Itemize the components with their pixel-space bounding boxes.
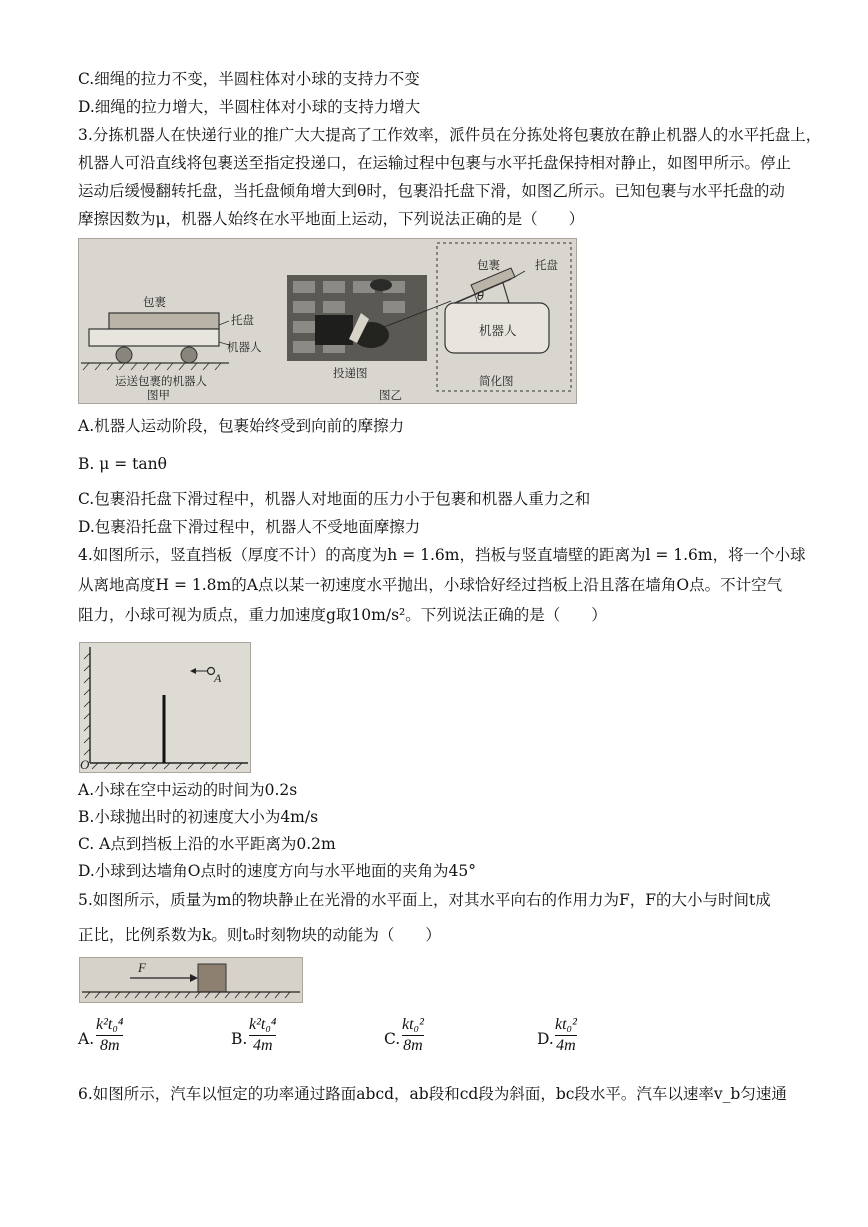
figure-q3: [78, 238, 577, 404]
q5-stem-line1: 5.如图所示，质量为m的物块静止在光滑的水平面上，对其水平向右的作用力为F，F的大小与时间t成: [78, 891, 771, 909]
q5-option-c-num: kt₀²: [402, 1016, 424, 1033]
q5-stem-line2: 正比，比例系数为k。则t₀时刻物块的动能为（ ）: [78, 926, 441, 944]
q3-option-a: A.机器人运动阶段，包裹始终受到向前的摩擦力: [78, 417, 405, 435]
jia-robot-label: 机器人: [227, 340, 262, 354]
q5-option-d-fraction: [555, 1016, 577, 1055]
q5-option-a-fraction: [96, 1016, 123, 1055]
q3-option-b: B. μ = tanθ: [78, 455, 167, 473]
q5-option-b-letter: B.: [231, 1030, 248, 1048]
jia-ground-hatch: [83, 363, 221, 370]
q4-ground-hatch: [92, 763, 242, 769]
q5-option-c-letter: C.: [384, 1030, 401, 1048]
option-d-q2: D.细绳的拉力增大，半圆柱体对小球的支持力增大: [78, 98, 421, 116]
figure-q4-drawing: [80, 643, 250, 772]
q5-option-d-num: kt₀²: [555, 1016, 577, 1033]
q6-stem-line1: 6.如图所示，汽车以恒定的功率通过路面abcd，ab段和cd段为斜面，bc段水平。汽车以速率v_b匀速通: [78, 1085, 787, 1103]
jia-wheel-right: [181, 347, 197, 363]
figure-q5: [79, 957, 303, 1003]
jia-package-label: 包裹: [143, 295, 166, 309]
jia-wheel-left: [116, 347, 132, 363]
option-c-q2: C.细绳的拉力不变，半圆柱体对小球的支持力不变: [78, 70, 420, 88]
q5-option-b-den: 4m: [252, 1037, 273, 1054]
simp-robot-label: 机器人: [479, 323, 517, 338]
yi-photo-drop-slot: [315, 315, 353, 345]
q3-option-d: D.包裹沿托盘下滑过程中，机器人不受地面摩擦力: [78, 518, 421, 536]
q5-option-a-bar: [96, 1035, 123, 1036]
q4-point-a-label: A: [214, 671, 222, 685]
jia-robot-body: [89, 329, 219, 346]
q4-option-c: C. A点到挡板上沿的水平距离为0.2m: [78, 835, 336, 853]
figure-q5-drawing: [80, 958, 302, 1002]
simp-package-label: 包裹: [477, 258, 500, 272]
q5-option-b-num: k²t₀⁴: [249, 1016, 277, 1033]
q5-option-d-bar: [555, 1035, 577, 1036]
jia-caption-desc: 运送包裹的机器人: [115, 374, 207, 388]
simp-support: [503, 283, 509, 303]
yi-photo-caption: 投递图: [333, 366, 368, 380]
q3-option-c: C.包裹沿托盘下滑过程中，机器人对地面的压力小于包裹和机器人重力之和: [78, 490, 591, 508]
q5-option-c-den: 8m: [403, 1037, 423, 1054]
q3-stem-line3: 运动后缓慢翻转托盘，当托盘倾角增大到θ时，包裹沿托盘下滑，如图乙所示。已知包裹与水平托盘的动: [78, 182, 785, 200]
q4-option-d: D.小球到达墙角O点时的速度方向与水平地面的夹角为45°: [78, 862, 476, 880]
yi-caption: 图乙: [379, 388, 402, 402]
q5-option-d-letter: D.: [537, 1030, 554, 1048]
q3-stem-line1: 3.分拣机器人在快递行业的推广大大提高了工作效率，派件员在分拣处将包裹放在静止机器人的水平托盘上，: [78, 126, 822, 144]
jia-tray-label: 托盘: [231, 313, 254, 327]
q5-arrowhead: [190, 974, 198, 982]
q4-stem-line2: 从离地高度H = 1.8m的A点以某一初速度水平抛出，小球恰好经过挡板上沿且落在墙角O点。不计空气: [78, 576, 783, 594]
simp-caption: 简化图: [479, 374, 514, 388]
q4-point-o-label: O: [80, 757, 90, 772]
q5-option-d-den: 4m: [556, 1037, 576, 1054]
q5-option-b-bar: [249, 1035, 276, 1036]
q5-option-a-letter: A.: [78, 1030, 95, 1048]
q5-block: [198, 964, 226, 992]
q5-option-a-num: k²t₀⁴: [96, 1016, 124, 1033]
yi-photo-robot2: [370, 279, 392, 291]
q5-option-a-den: 8m: [99, 1037, 120, 1054]
jia-package-box: [109, 313, 219, 329]
jia-tray-pointer: [219, 321, 229, 325]
q3-stem-line2: 机器人可沿直线将包裹送至指定投递口，在运输过程中包裹与水平托盘保持相对静止，如图甲所示。停止: [78, 154, 792, 172]
simp-tray-label: 托盘: [535, 258, 558, 272]
q4-option-a: A.小球在空中运动的时间为0.2s: [78, 781, 298, 799]
q4-arrowhead: [190, 668, 196, 674]
q5-ground-hatch: [85, 992, 290, 998]
figure-q4: [79, 642, 251, 773]
q4-stem-line3: 阻力，小球可视为质点，重力加速度g取10m/s²。下列说法正确的是（ ）: [78, 606, 607, 624]
q4-stem-line1: 4.如图所示，竖直挡板（厚度不计）的高度为h = 1.6m，挡板与竖直墙壁的距离为l = 1.6m，将一个小球: [78, 546, 806, 564]
jia-caption: 图甲: [147, 388, 170, 402]
q3-stem-line4: 摩擦因数为μ，机器人始终在水平地面上运动，下列说法正确的是（ ）: [78, 210, 585, 228]
q5-option-c-fraction: [402, 1016, 424, 1055]
q4-option-b: B.小球抛出时的初速度大小为4m/s: [78, 808, 319, 826]
q5-option-c-bar: [402, 1035, 424, 1036]
q5-force-label: F: [138, 960, 146, 975]
simp-theta-label: θ: [477, 289, 485, 303]
q5-option-b-fraction: [249, 1016, 276, 1055]
q4-wall-hatch: [84, 653, 90, 755]
